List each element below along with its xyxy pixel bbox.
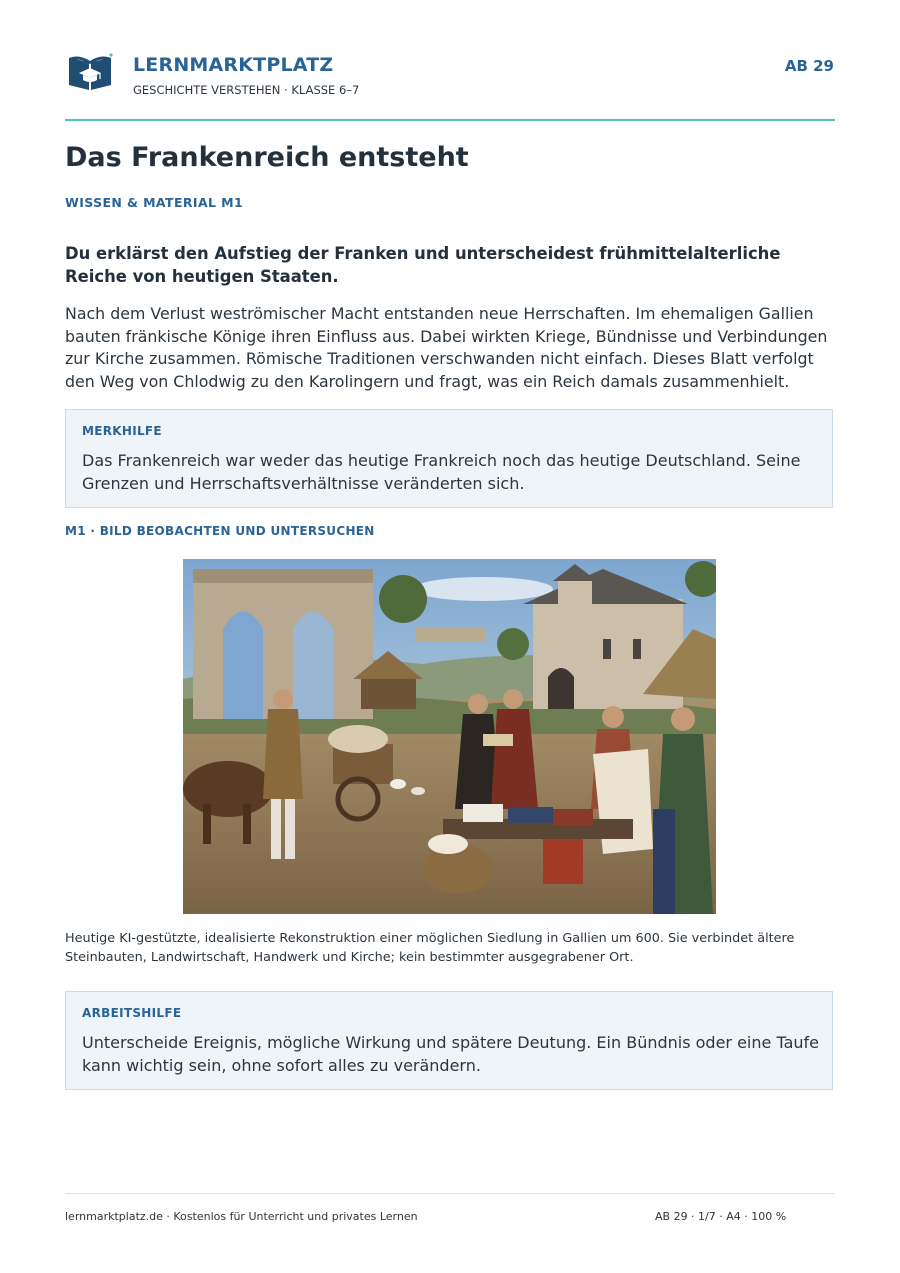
footer-page-info: AB 29 · 1/7 · A4 · 100 %: [655, 1210, 787, 1223]
section-kicker: WISSEN & MATERIAL M1: [65, 195, 244, 210]
image-caption: Heutige KI-gestützte, idealisierte Rekonstruktion einer möglichen Siedlung in Gallien um 600. Sie verbindet ältere Steinbauten, Landwirtschaft, Handwerk und Kirche; kein bestimmter ausgegrabener Ort.: [65, 931, 795, 965]
intro-paragraph: Nach dem Verlust weströmischer Macht entstanden neue Herrschaften. Im ehemaligen Gallien bauten fränkische Könige ihren Einfluss aus. Dabei wirkten Kriege, Bündnisse und Verbindungen zur Kirche zusammen. Römische Traditionen verschwanden nicht einfach. Dieses Blatt verfolgt den Weg von Chlodwig zu den Karolingern und fragt, was ein Reich damals zusammenhielt.: [65, 304, 828, 391]
arbeitshilfe-label: ARBEITSHILFE: [82, 1006, 182, 1020]
learning-goal: Du erklärst den Aufstieg der Franken und unterscheidest frühmittelalterliche Reiche von heutigen Staaten.: [65, 244, 781, 286]
sheet-number: AB 29: [784, 57, 834, 75]
footer-divider: [65, 1193, 835, 1194]
page-title: Das Frankenreich entsteht: [65, 142, 469, 173]
settlement-illustration: [183, 559, 716, 914]
merkhilfe-box: [65, 409, 833, 508]
logo-graduation-cap-icon: [67, 52, 113, 92]
brand-name: LERNMARKTPLATZ: [133, 54, 334, 76]
header-divider: [65, 119, 835, 121]
m1-heading: M1 · BILD BEOBACHTEN UND UNTERSUCHEN: [65, 524, 375, 538]
brand-tagline: GESCHICHTE VERSTEHEN · KLASSE 6–7: [133, 83, 360, 97]
merkhilfe-text: Das Frankenreich war weder das heutige Frankreich noch das heutige Deutschland. Seine Grenzen und Herrschaftsverhältnisse veränderten sich.: [82, 451, 801, 493]
arbeitshilfe-box: [65, 991, 833, 1090]
arbeitshilfe-text: Unterscheide Ereignis, mögliche Wirkung und spätere Deutung. Ein Bündnis oder eine Taufe kann wichtig sein, ohne sofort alles zu verändern.: [82, 1033, 819, 1075]
footer-site-info: lernmarktplatz.de · Kostenlos für Unterricht und privates Lernen: [65, 1210, 418, 1223]
merkhilfe-label: MERKHILFE: [82, 424, 162, 438]
